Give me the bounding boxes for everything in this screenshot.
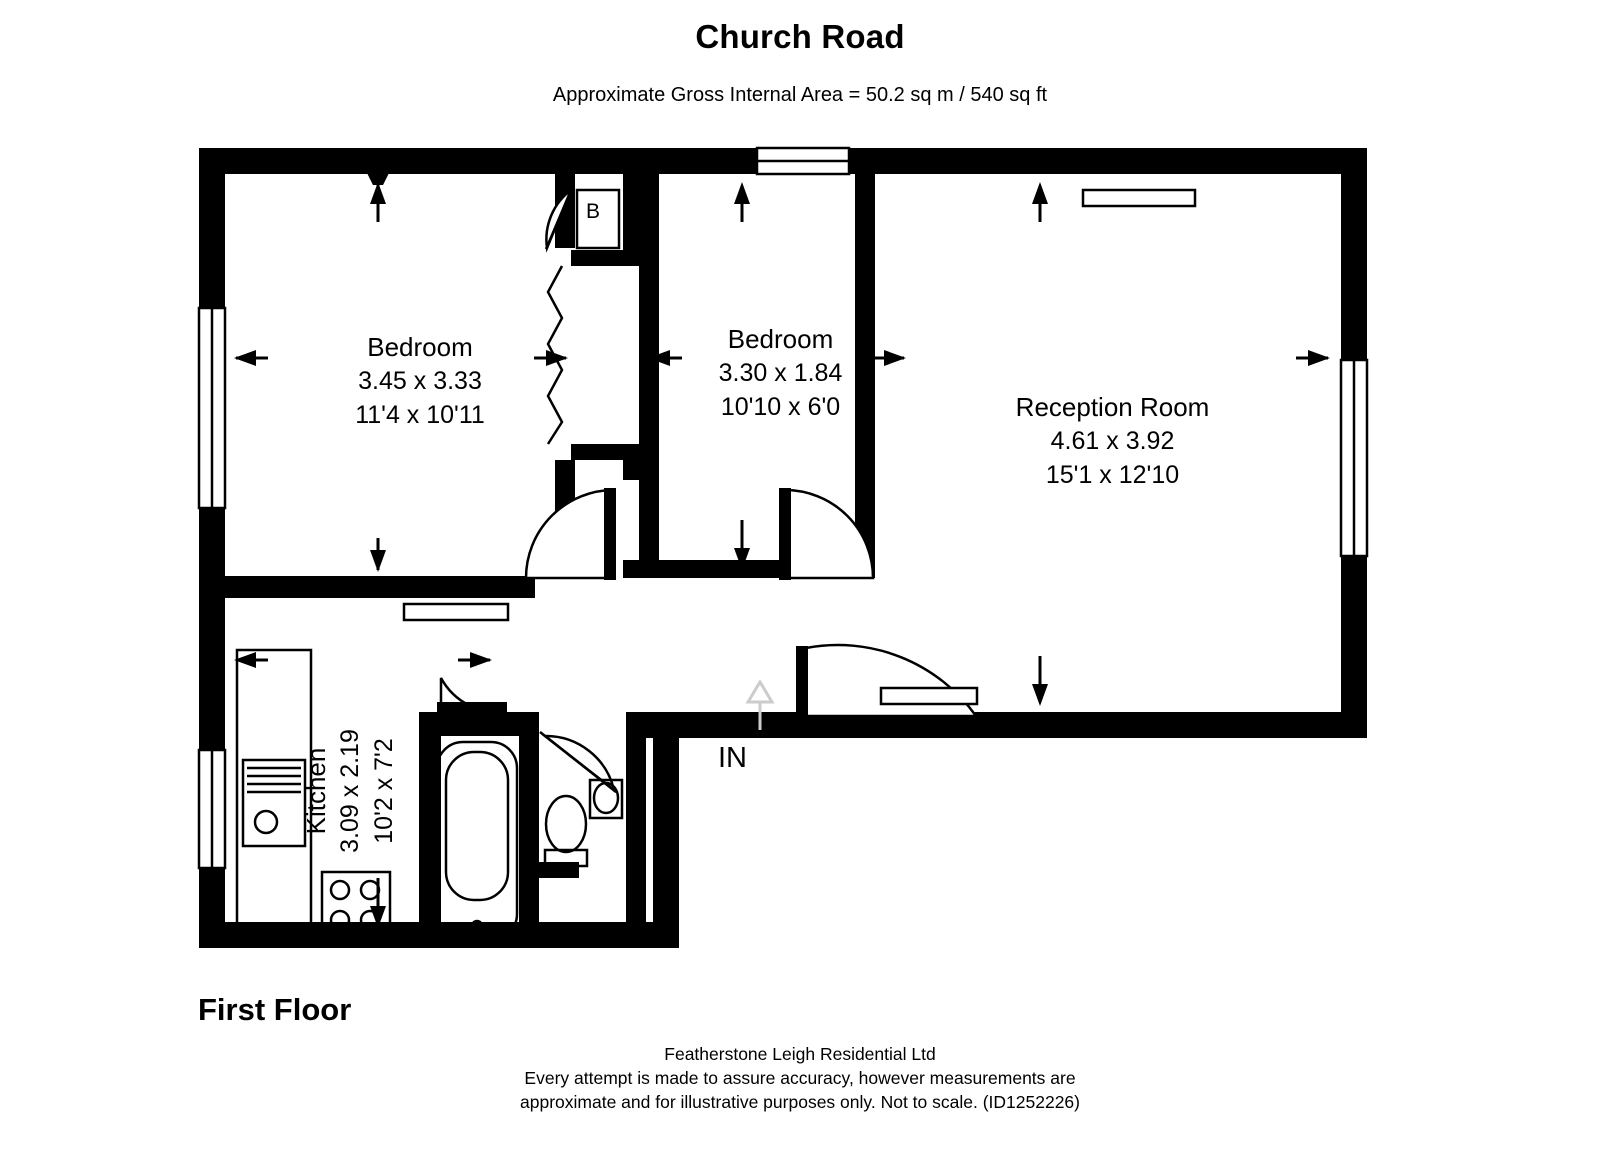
radiator-hall <box>881 688 977 704</box>
wash-basin <box>590 780 622 818</box>
room-name: Reception Room <box>1015 392 1210 422</box>
footer-company-name: Featherstone Leigh Residential Ltd <box>664 1044 936 1064</box>
page-title: Church Road <box>695 18 905 55</box>
room-label-bedroom-2 <box>608 322 953 424</box>
kitchen-sink <box>243 760 305 846</box>
entrance-label: IN <box>718 742 747 774</box>
room-imperial-dimensions: 10'10 x 6'0 <box>720 393 841 421</box>
room-metric-dimensions: 3.09 x 2.19 <box>336 729 364 853</box>
room-name: Bedroom <box>727 324 834 354</box>
room-label-bedroom-1 <box>240 330 600 432</box>
room-metric-dimensions: 4.61 x 3.92 <box>1050 427 1175 455</box>
bathtub <box>437 742 517 940</box>
room-metric-dimensions: 3.30 x 1.84 <box>718 359 843 387</box>
footer-disclaimer-line-1: Every attempt is made to assure accuracy, however measurements are <box>524 1068 1076 1088</box>
toilet <box>545 796 587 866</box>
floor-label: First Floor <box>198 992 352 1027</box>
boiler-label: B <box>586 200 601 223</box>
room-name: Bedroom <box>367 332 473 362</box>
radiator-kitchen <box>404 604 508 620</box>
room-name: Kitchen <box>301 747 331 835</box>
radiator-reception <box>1083 190 1195 206</box>
gross-internal-area-note: Approximate Gross Internal Area = 50.2 sq m / 540 sq ft <box>552 84 1048 106</box>
room-label-kitchen <box>299 691 401 891</box>
room-label-reception-room <box>930 390 1295 492</box>
footer-disclaimer-line-2: approximate and for illustrative purposes only. Not to scale. (ID1252226) <box>520 1092 1080 1112</box>
room-imperial-dimensions: 11'4 x 10'11 <box>355 401 485 429</box>
room-metric-dimensions: 3.45 x 3.33 <box>358 367 482 395</box>
room-imperial-dimensions: 15'1 x 12'10 <box>1045 461 1180 489</box>
room-imperial-dimensions: 10'2 x 7'2 <box>370 738 398 844</box>
